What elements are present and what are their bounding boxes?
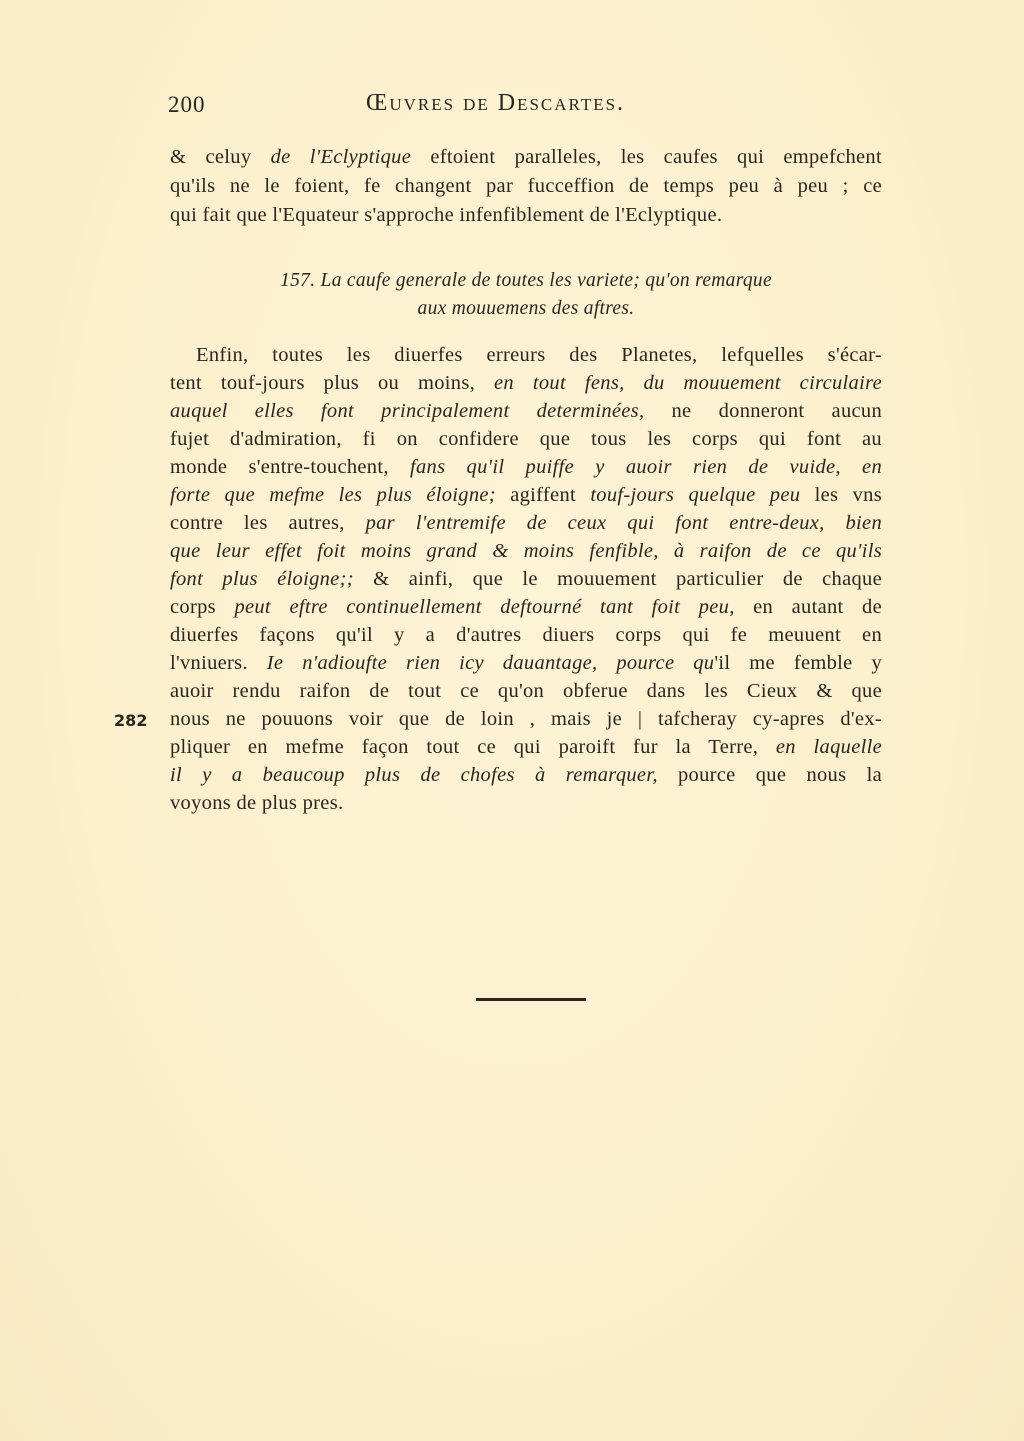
text-line	[170, 369, 882, 397]
italic-text: forte que mefme les plus éloigne;	[170, 484, 496, 506]
text-line	[170, 143, 882, 171]
text-line	[170, 509, 882, 537]
text-line	[196, 341, 882, 369]
text-run: les vns	[800, 484, 882, 506]
text-run: qui fait que l'Equateur s'approche infenfiblement de l'Eclyptique.	[170, 204, 723, 226]
text-run: en autant de	[734, 596, 882, 618]
text-line	[170, 649, 882, 677]
running-title: Œuvres de Descartes.	[366, 90, 626, 116]
italic-text: auquel elles font principalement determinées,	[170, 400, 645, 422]
text-line	[170, 537, 882, 565]
italic-text: fans qu'il puiffe y auoir rien de vuide, en	[409, 456, 882, 478]
text-line	[170, 761, 882, 789]
text-run: Enfin, toutes les diuerfes erreurs des Planetes, lefquelles s'écar-	[196, 344, 882, 366]
text-run: & ainfi, que le mouuement particulier de chaque	[353, 568, 882, 590]
italic-text: il y a beaucoup plus de chofes à remarquer,	[170, 764, 658, 786]
text-run: auoir rendu raifon de tout ce qu'on obferue dans les Cieux & que	[170, 680, 882, 702]
text-run: ne donneront aucun	[644, 400, 882, 422]
text-run: qu'ils ne le foient, fe changent par fucceffion de temps peu à peu ; ce	[170, 175, 882, 197]
text-run: voyons de plus pres.	[170, 792, 344, 814]
text-line	[170, 593, 882, 621]
page-number: 200	[168, 92, 206, 117]
text-line	[170, 453, 882, 481]
text-line	[170, 789, 882, 817]
italic-text: par l'entremife de ceux qui font entre-deux, bien	[365, 512, 882, 534]
section-heading-line-1: 157. La caufe generale de toutes les variete; qu'on remarque	[280, 270, 772, 291]
text-line	[170, 733, 882, 761]
text-line	[170, 201, 882, 229]
text-run: diuerfes façons qu'il y a d'autres diuers corps qui fe meuuent en	[170, 624, 882, 646]
italic-text: font plus éloigne;;	[170, 568, 354, 590]
text-run: & celuy	[170, 146, 271, 168]
text-run: contre les autres,	[170, 512, 366, 534]
text-run: tent touf-jours plus ou moins,	[170, 372, 494, 394]
text-line	[170, 425, 882, 453]
end-rule	[476, 998, 586, 1001]
text-line	[170, 172, 882, 200]
text-line	[170, 705, 882, 733]
text-line	[170, 677, 882, 705]
text-line	[170, 481, 882, 509]
text-run: corps	[170, 596, 235, 618]
italic-text: peut eftre continuellement deftourné tant foit peu,	[234, 596, 735, 618]
italic-text: en laquelle	[775, 736, 882, 758]
text-line	[170, 621, 882, 649]
margin-page-reference: 282	[114, 711, 148, 730]
text-run: nous ne pouuons voir que de loin , mais je | tafcheray cy-apres d'ex-	[170, 708, 882, 730]
text-run: agiffent	[495, 484, 591, 506]
italic-text: en tout fens, du mouuement circulaire	[494, 372, 882, 394]
text-run: pource que nous la	[657, 764, 882, 786]
text-run: pliquer en mefme façon tout ce qui paroift fur la Terre,	[170, 736, 776, 758]
text-line	[170, 397, 882, 425]
italic-text: Ie n'adioufte rien icy dauantage, pource qu	[266, 652, 715, 674]
text-run: l'vniuers.	[170, 652, 267, 674]
section-heading-line-2: aux mouuemens des aftres.	[417, 298, 635, 319]
italic-text: touf-jours quelque peu	[590, 484, 801, 506]
italic-text: de l'Eclyptique	[270, 146, 412, 168]
text-run: monde s'entre-touchent,	[170, 456, 410, 478]
text-run: eftoient paralleles, les caufes qui empefchent	[411, 146, 882, 168]
text-run: fujet d'admiration, fi on confidere que tous les corps qui font au	[170, 428, 882, 450]
text-run: 'il me femble y	[714, 652, 882, 674]
page-header	[168, 92, 884, 128]
italic-text: que leur effet foit moins grand & moins fenfible, à raifon de ce qu'ils	[170, 540, 882, 562]
text-line	[170, 565, 882, 593]
